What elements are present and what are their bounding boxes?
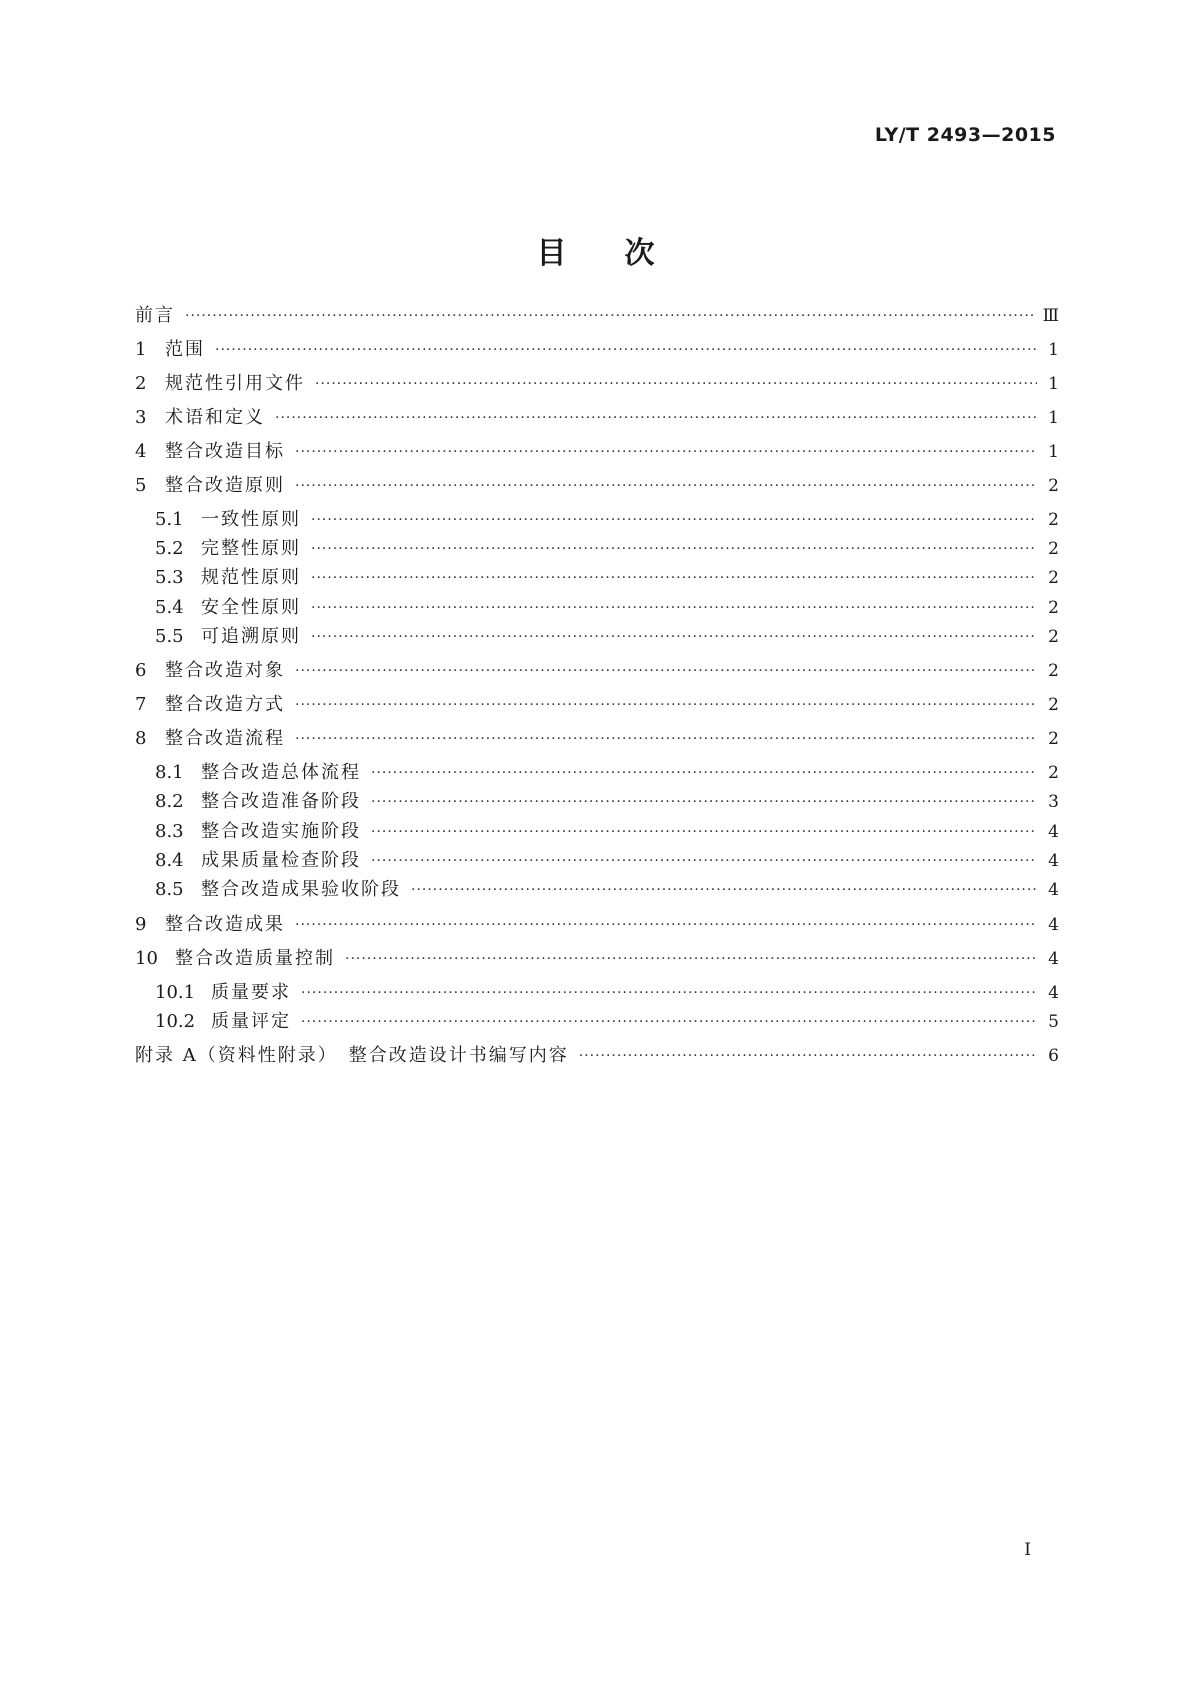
toc-entry-number: 6 [135,660,147,681]
toc-entry-label: 前言 [135,305,175,326]
toc-entry-number: 5.2 [155,538,184,559]
toc-entry-page: 4 [1048,983,1059,1003]
toc-entry-number: 5.3 [155,567,184,588]
toc-entry-page: 3 [1048,792,1059,812]
toc-entry[interactable] [135,535,1059,563]
toc-dot-leader [311,506,1037,534]
toc-entry-page: 4 [1048,915,1059,935]
toc-entry-page: 5 [1048,1012,1059,1032]
toc-dot-leader [315,370,1037,398]
toc-entry-page: 2 [1048,661,1059,681]
toc-entry-number: 5.4 [155,597,184,618]
toc-entry[interactable] [135,725,1059,753]
table-of-contents [135,0,1059,1684]
toc-entry-label: 一致性原则 [201,509,301,530]
toc-entry[interactable] [135,336,1059,364]
toc-entry-page: 2 [1048,695,1059,715]
toc-entry[interactable] [135,404,1059,432]
toc-entry-label: 整合改造实施阶段 [201,821,361,842]
toc-entry-label: 整合改造成果验收阶段 [201,879,401,900]
toc-entry[interactable] [135,876,1059,904]
document-code: LY/T 2493—2015 [874,124,1056,146]
toc-entry-number: 5 [135,475,147,496]
toc-entry-number: 5.1 [155,509,184,530]
toc-entry-number: 8.2 [155,791,184,812]
toc-entry[interactable] [135,759,1059,787]
toc-entry-page: 1 [1048,374,1059,394]
toc-entry[interactable] [135,506,1059,534]
toc-entry-number: 3 [135,407,147,428]
toc-entry[interactable] [135,472,1059,500]
toc-dot-leader [311,564,1037,592]
toc-entry[interactable] [135,438,1059,466]
toc-entry-number: 4 [135,441,147,462]
toc-dot-leader [295,472,1037,500]
toc-entry[interactable] [135,1042,1059,1070]
toc-entry[interactable] [135,623,1059,651]
toc-entry-label: 成果质量检查阶段 [201,850,361,871]
toc-entry-number: 8.3 [155,821,184,842]
toc-dot-leader [301,1008,1037,1036]
toc-entry-page: 2 [1048,763,1059,783]
page-number: I [1024,1540,1031,1560]
toc-entry-label: 完整性原则 [201,538,301,559]
toc-dot-leader [295,438,1037,466]
toc-entry[interactable] [135,979,1059,1007]
toc-entry-number: 5.5 [155,626,184,647]
toc-entry-number: 10.1 [155,982,196,1003]
toc-entry[interactable] [135,370,1059,398]
toc-entry-label: 整合改造方式 [165,694,285,715]
toc-dot-leader [295,657,1037,685]
toc-dot-leader [301,979,1037,1007]
toc-entry-number: 8 [135,728,147,749]
toc-entry-page: 1 [1048,408,1059,428]
toc-title: 目次 [536,236,713,271]
toc-entry-page: Ⅲ [1042,306,1059,326]
toc-entry[interactable] [135,691,1059,719]
toc-entry-number: 8.4 [155,850,184,871]
toc-entry[interactable] [135,1008,1059,1036]
toc-entry-page: 2 [1048,510,1059,530]
toc-entry-number: 7 [135,694,147,715]
toc-entry-page: 1 [1048,340,1059,360]
toc-entry-label: 整合改造准备阶段 [201,791,361,812]
toc-entry[interactable] [135,818,1059,846]
toc-entry-label: 规范性引用文件 [165,373,305,394]
toc-entry-number: 10 [135,948,158,969]
toc-entry-page: 2 [1048,627,1059,647]
toc-entry-page: 4 [1048,949,1059,969]
toc-dot-leader [311,623,1037,651]
toc-dot-leader [345,945,1037,973]
toc-entry-label: 整合改造总体流程 [201,762,361,783]
toc-entry[interactable] [135,564,1059,592]
toc-entry-number: 8.1 [155,762,184,783]
toc-entry-page: 4 [1048,851,1059,871]
toc-entry-number: 8.5 [155,879,184,900]
toc-entry[interactable] [135,945,1059,973]
toc-dot-leader [371,788,1037,816]
toc-dot-leader [411,876,1037,904]
toc-entry[interactable] [135,788,1059,816]
toc-entry-label: 质量评定 [211,1011,291,1032]
toc-dot-leader [371,818,1037,846]
toc-entry-page: 4 [1048,880,1059,900]
toc-entry[interactable] [135,594,1059,622]
toc-dot-leader [185,302,1035,330]
toc-entry-label: 可追溯原则 [201,626,301,647]
toc-dot-leader [371,847,1037,875]
toc-dot-leader [295,691,1037,719]
toc-entry[interactable] [135,847,1059,875]
toc-dot-leader [371,759,1037,787]
toc-entry-label: 整合改造成果 [165,914,285,935]
toc-dot-leader [295,911,1037,939]
toc-dot-leader [311,535,1037,563]
toc-entry[interactable] [135,911,1059,939]
toc-entry-label: 安全性原则 [201,597,301,618]
toc-entry-page: 1 [1048,442,1059,462]
toc-entry[interactable] [135,302,1059,330]
toc-entry-page: 2 [1048,729,1059,749]
toc-dot-leader [295,725,1037,753]
toc-entry-label: 范围 [165,339,205,360]
toc-dot-leader [311,594,1037,622]
toc-entry-label: 整合改造目标 [165,441,285,462]
toc-entry-number: 9 [135,914,147,935]
toc-entry-label: 整合改造对象 [165,660,285,681]
toc-dot-leader [579,1042,1037,1070]
toc-entry-page: 4 [1048,822,1059,842]
toc-entry-page: 2 [1048,539,1059,559]
toc-entry-number: 2 [135,373,147,394]
toc-entry-label: 整合改造质量控制 [175,948,335,969]
toc-entry-page: 6 [1048,1046,1059,1066]
toc-entry-label: 整合改造流程 [165,728,285,749]
toc-entry-label: 整合改造原则 [165,475,285,496]
toc-entry-label: 质量要求 [211,982,291,1003]
toc-entry-label: 附录 A（资料性附录） 整合改造设计书编写内容 [135,1045,569,1066]
toc-dot-leader [275,404,1037,432]
toc-entry-page: 2 [1048,568,1059,588]
toc-entry[interactable] [135,657,1059,685]
toc-entry-number: 1 [135,339,147,360]
toc-entry-page: 2 [1048,598,1059,618]
toc-dot-leader [215,336,1037,364]
toc-entry-page: 2 [1048,476,1059,496]
toc-entry-label: 规范性原则 [201,567,301,588]
toc-entry-number: 10.2 [155,1011,196,1032]
toc-entry-label: 术语和定义 [165,407,265,428]
